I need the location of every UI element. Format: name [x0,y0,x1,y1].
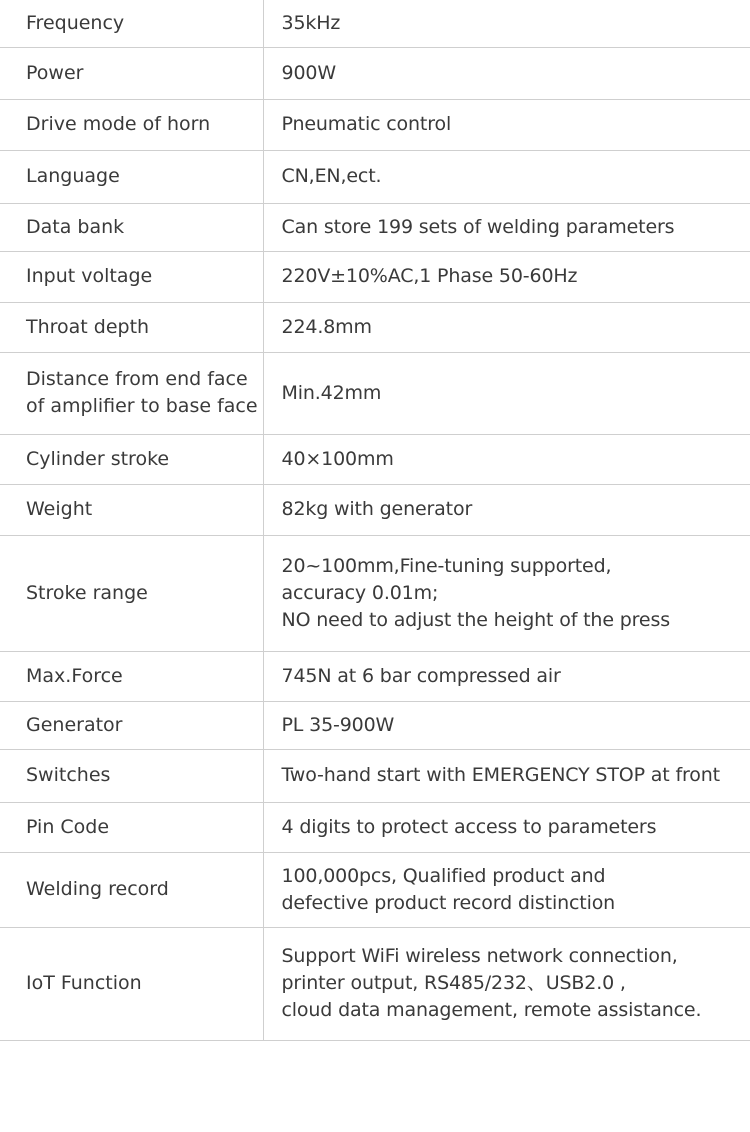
spec-value: 40×100mm [281,447,394,470]
spec-value: PL 35-900W [281,713,395,736]
spec-label-cell [0,99,263,150]
spec-value: 900W [281,61,336,84]
spec-value: printer output, RS485/232、USB2.0 , [281,972,626,994]
spec-row [0,651,750,701]
spec-label: Data bank [26,215,125,238]
spec-value-cell [263,47,750,99]
spec-label: Generator [26,713,123,736]
spec-label-cell [0,150,263,203]
spec-row [0,99,750,150]
spec-value-cell [263,150,750,203]
spec-label: Cylinder stroke [26,447,170,470]
spec-label: Power [26,61,84,84]
spec-label-cell [0,802,263,852]
spec-label: Language [26,165,120,187]
spec-label: Drive mode of horn [26,113,211,135]
spec-label-cell [0,927,263,1040]
spec-value-cell [263,749,750,802]
spec-label-cell [0,852,263,927]
spec-value-cell [263,99,750,150]
spec-label: Weight [26,498,93,520]
spec-value-cell [263,434,750,484]
spec-value: 20~100mm,Fine-tuning supported, [281,554,612,577]
spec-label: IoT Function [26,972,142,994]
spec-value: CN,EN,ect. [281,165,382,187]
spec-row [0,535,750,651]
spec-label: Input voltage [26,265,153,287]
spec-row [0,927,750,1040]
spec-value: Can store 199 sets of welding parameters [281,215,675,238]
spec-label-cell [0,0,263,47]
spec-value-cell [263,701,750,749]
spec-label: Frequency [26,11,125,34]
spec-row [0,701,750,749]
spec-value-cell [263,802,750,852]
spec-label-cell [0,47,263,99]
spec-value: 100,000pcs, Qualified product and [281,864,606,887]
spec-label: Pin Code [26,815,110,838]
spec-value: 82kg with generator [281,498,473,520]
spec-label: Switches [26,764,111,786]
spec-value: Support WiFi wireless network connection, [281,945,678,967]
spec-label-cell [0,651,263,701]
spec-value-cell [263,352,750,434]
spec-label: Distance from end face [26,368,248,390]
spec-label: of amplifier to base face [26,395,258,417]
spec-label-cell [0,434,263,484]
spec-label-cell [0,484,263,535]
spec-row [0,802,750,852]
spec-value: 220V±10%AC,1 Phase 50-60Hz [281,265,578,287]
spec-value-cell [263,302,750,352]
spec-value: 224.8mm [281,315,372,338]
spec-value-cell [263,535,750,651]
spec-label-cell [0,203,263,251]
spec-value: Min.42mm [281,381,382,404]
spec-value-cell [263,203,750,251]
spec-value-cell [263,651,750,701]
spec-label-cell [0,352,263,434]
spec-label: Max.Force [26,664,123,687]
spec-row [0,852,750,927]
spec-row [0,484,750,535]
spec-row [0,749,750,802]
spec-label-cell [0,251,263,302]
spec-value: 4 digits to protect access to parameters [281,815,657,838]
spec-value: 745N at 6 bar compressed air [281,664,561,687]
spec-value: NO need to adjust the height of the press [281,608,670,631]
spec-value: 35kHz [281,11,341,34]
spec-value: Pneumatic control [281,113,452,135]
spec-row [0,150,750,203]
spec-value-cell [263,251,750,302]
spec-row [0,203,750,251]
spec-row [0,251,750,302]
spec-label-cell [0,749,263,802]
spec-label-cell [0,302,263,352]
spec-row [0,434,750,484]
spec-label-cell [0,701,263,749]
spec-row [0,47,750,99]
spec-row [0,0,750,47]
spec-row [0,302,750,352]
spec-row [0,352,750,434]
spec-value: accuracy 0.01m; [281,581,439,604]
spec-value-cell [263,927,750,1040]
spec-value-cell [263,0,750,47]
spec-value-cell [263,852,750,927]
spec-label: Welding record [26,878,169,900]
spec-label: Stroke range [26,581,148,604]
spec-value: cloud data management, remote assistance. [281,999,702,1021]
spec-label: Throat depth [26,315,150,338]
spec-value: defective product record distinction [281,891,616,914]
spec-value: Two-hand start with EMERGENCY STOP at front [281,764,720,786]
spec-value-cell [263,484,750,535]
spec-label-cell [0,535,263,651]
